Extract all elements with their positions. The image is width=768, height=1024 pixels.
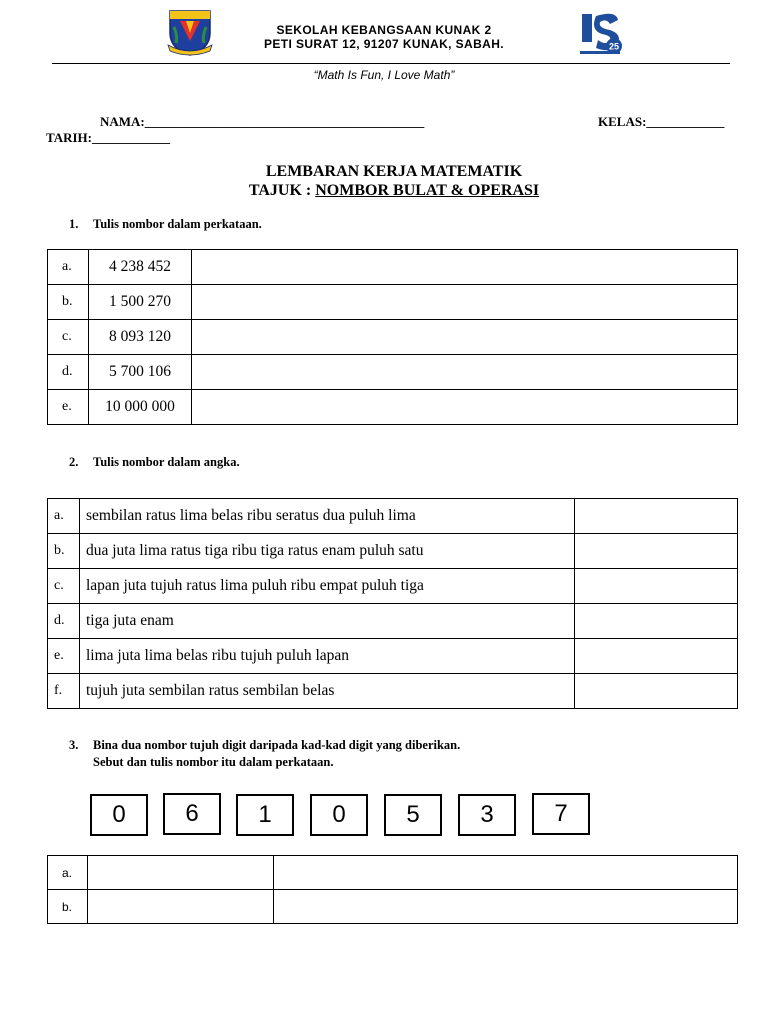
question-1-text: Tulis nombor dalam perkataan. <box>93 217 262 231</box>
question-2-number: 2. <box>69 455 79 469</box>
worksheet-title: LEMBARAN KERJA MATEMATIK <box>265 163 523 180</box>
question-3-number: 3. <box>69 738 79 752</box>
table-row <box>48 856 738 890</box>
answer-cell[interactable] <box>575 604 738 639</box>
words-answer-cell[interactable] <box>274 856 738 890</box>
answer-cell[interactable] <box>575 499 738 534</box>
number-words: sembilan ratus lima belas ribu seratus dua puluh lima <box>80 499 575 534</box>
school-name: SEKOLAH KEBANGSAAN KUNAK 2 <box>276 23 492 37</box>
number-value: 8 093 120 <box>89 320 192 355</box>
table-row <box>48 534 738 569</box>
question-2-text: Tulis nombor dalam angka. <box>93 455 240 469</box>
row-label: d. <box>48 604 80 639</box>
number-words: lima juta lima belas ribu tujuh puluh lapan <box>80 639 575 674</box>
tarih-field[interactable]: TARIH:____________ <box>46 130 170 145</box>
question-3-text-line1: Bina dua nombor tujuh digit daripada kad-kad digit yang diberikan. <box>93 738 461 752</box>
row-label: c. <box>48 320 89 355</box>
header-divider <box>52 63 730 64</box>
table-row <box>48 639 738 674</box>
number-words: tujuh juta sembilan ratus sembilan belas <box>80 674 575 709</box>
number-value: 1 500 270 <box>89 285 192 320</box>
kelas-field[interactable]: KELAS:____________ <box>598 114 725 129</box>
number-words: tiga juta enam <box>80 604 575 639</box>
row-label: e. <box>48 639 80 674</box>
worksheet-topic <box>0 181 768 201</box>
question-1-table <box>47 249 738 425</box>
row-label: d. <box>48 355 89 390</box>
row-label: a. <box>48 499 80 534</box>
answer-cell[interactable] <box>575 569 738 604</box>
anniversary-logo <box>576 10 624 57</box>
answer-cell[interactable] <box>192 390 738 425</box>
digit-card: 3 <box>458 794 516 836</box>
row-label: c. <box>48 569 80 604</box>
topic-name: NOMBOR BULAT & OPERASI <box>315 182 540 199</box>
table-row <box>48 569 738 604</box>
number-words: dua juta lima ratus tiga ribu tiga ratus enam puluh satu <box>80 534 575 569</box>
table-row <box>48 674 738 709</box>
topic-prefix: TAJUK : <box>248 182 316 199</box>
question-1-number: 1. <box>69 217 79 231</box>
row-label: a. <box>48 856 88 890</box>
answer-cell[interactable] <box>192 250 738 285</box>
answer-cell[interactable] <box>575 534 738 569</box>
answer-cell[interactable] <box>192 285 738 320</box>
row-label: b. <box>48 285 89 320</box>
row-label: e. <box>48 390 89 425</box>
digit-card: 7 <box>532 793 590 835</box>
answer-cell[interactable] <box>192 355 738 390</box>
answer-cell[interactable] <box>575 674 738 709</box>
number-answer-cell[interactable] <box>88 856 274 890</box>
number-value: 5 700 106 <box>89 355 192 390</box>
question-3-text-line2: Sebut dan tulis nombor itu dalam perkataan. <box>93 755 334 769</box>
motto: “Math Is Fun, I Love Math” <box>313 68 455 82</box>
digit-card: 0 <box>90 794 148 836</box>
row-label: a. <box>48 250 89 285</box>
number-value: 10 000 000 <box>89 390 192 425</box>
question-3-table <box>47 855 738 924</box>
table-row <box>48 604 738 639</box>
number-answer-cell[interactable] <box>88 890 274 924</box>
number-value: 4 238 452 <box>89 250 192 285</box>
words-answer-cell[interactable] <box>274 890 738 924</box>
table-row <box>48 390 738 425</box>
question-2-table <box>47 498 738 709</box>
row-label: b. <box>48 534 80 569</box>
answer-cell[interactable] <box>575 639 738 674</box>
digit-card: 5 <box>384 794 442 836</box>
table-row <box>48 355 738 390</box>
anniversary-number: 25 <box>608 41 620 52</box>
digit-card: 0 <box>310 794 368 836</box>
digit-card: 1 <box>236 794 294 836</box>
table-row <box>48 285 738 320</box>
table-row <box>48 320 738 355</box>
nama-field[interactable]: NAMA:___________________________________________ <box>100 114 425 129</box>
row-label: f. <box>48 674 80 709</box>
number-words: lapan juta tujuh ratus lima puluh ribu empat puluh tiga <box>80 569 575 604</box>
row-label: b. <box>48 890 88 924</box>
table-row <box>48 890 738 924</box>
digit-card: 6 <box>163 793 221 835</box>
table-row <box>48 499 738 534</box>
school-address: PETI SURAT 12, 91207 KUNAK, SABAH. <box>263 37 505 51</box>
answer-cell[interactable] <box>192 320 738 355</box>
table-row <box>48 250 738 285</box>
